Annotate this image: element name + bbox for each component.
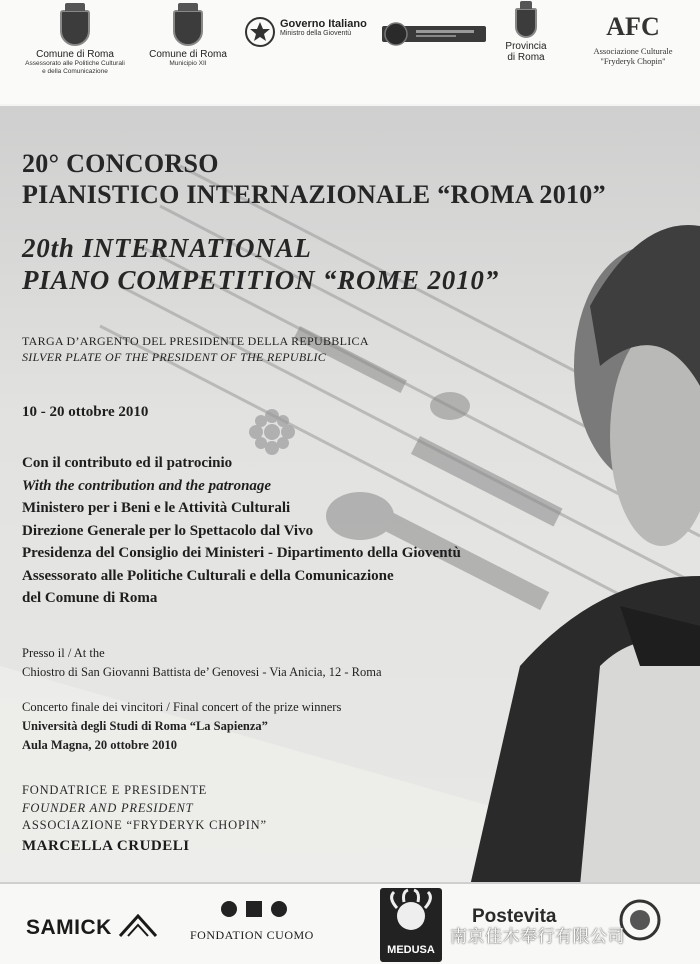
logo-caption: di Roma — [507, 52, 545, 63]
logo-caption: Governo Italiano — [280, 18, 367, 30]
patron-line: Direzione Generale per lo Spettacolo dal Vivo — [22, 522, 314, 539]
afc-logo — [576, 12, 690, 66]
title-line: 20° CONCORSO — [22, 149, 219, 178]
cuomo-emblem-icon — [218, 898, 290, 920]
italy-emblem-icon — [244, 16, 276, 48]
sponsor-footer — [0, 882, 700, 964]
venue-block — [22, 644, 382, 682]
samick-swoosh-icon — [118, 914, 158, 938]
founder-block — [22, 782, 267, 857]
ministry-banner-icon — [382, 20, 486, 48]
provincia-shield-icon — [515, 8, 537, 38]
provincia-logo — [492, 8, 560, 63]
founder-association: ASSOCIAZIONE “FRYDERYK CHOPIN” — [22, 818, 267, 832]
title-line: PIANO COMPETITION “ROME 2010” — [22, 265, 499, 295]
founder-title-it: FONDATRICE E PRESIDENTE — [22, 783, 208, 797]
logo-caption: Comune di Roma — [36, 49, 114, 60]
patronage-heading-en: With the contribution and the patronage — [22, 477, 272, 494]
medusa-wordmark: MEDUSA — [387, 944, 435, 956]
logo-subcaption: "Fryderyk Chopin" — [600, 56, 666, 66]
title-english — [22, 232, 662, 296]
final-concert-block — [22, 698, 341, 755]
competition-dates: 10 - 20 ottobre 2010 — [22, 404, 149, 420]
founder-title-en: FOUNDER AND PRESIDENT — [22, 800, 194, 815]
patron-line: del Comune di Roma — [22, 590, 158, 606]
logo-subcaption: e della Comunicazione — [42, 68, 108, 75]
title-italian — [22, 148, 662, 210]
patron-line: Presidenza del Consiglio dei Ministeri - Dipartimento della Gioventù — [22, 545, 461, 561]
fondation-cuomo-logo: FONDATION CUOMO — [190, 928, 314, 942]
logo-subcaption: Municipio XII — [169, 60, 207, 67]
final-concert-hall: Aula Magna, 20 ottobre 2010 — [22, 738, 177, 752]
medusa-head-icon — [380, 888, 442, 942]
sponsor-header — [0, 0, 700, 104]
venue-label: Presso il / At the — [22, 646, 105, 660]
title-line: 20th INTERNATIONAL — [22, 233, 312, 263]
patronage-block — [22, 452, 602, 610]
logo-subcaption: Assessorato alle Politiche Culturali — [25, 60, 125, 67]
governo-logo — [244, 16, 370, 48]
municipio-logo — [138, 10, 238, 68]
logo-subcaption: Ministro della Gioventù — [280, 30, 352, 37]
watermark-text: 南京佳木奉行有限公司 — [450, 927, 625, 947]
poster-body — [0, 106, 700, 882]
patron-line: Ministero per i Beni e le Attività Culturali — [22, 500, 291, 516]
dark-banner-logo — [382, 20, 486, 53]
founder-name: MARCELLA CRUDELI — [22, 837, 190, 854]
final-concert-label: Concerto finale dei vincitori / Final concert of the prize winners — [22, 700, 342, 714]
postevita-logo: Postevita — [472, 906, 557, 927]
samick-wordmark: SAMICK — [26, 916, 112, 939]
afc-mark: AFC — [606, 12, 660, 41]
plate-italian: TARGA D’ARGENTO DEL PRESIDENTE DELLA REPUBBLICA — [22, 334, 369, 348]
plate-english: SILVER PLATE OF THE PRESIDENT OF THE REPUBLIC — [22, 350, 327, 364]
roma-shield-icon — [60, 10, 90, 46]
venue-address: Chiostro di San Giovanni Battista de’ Genovesi - Via Anicia, 12 - Roma — [22, 665, 382, 679]
roma-shield-icon — [173, 10, 203, 46]
patron-line: Assessorato alle Politiche Culturali e della Comunicazione — [22, 567, 394, 584]
comune-roma-logo — [20, 10, 130, 76]
samick-logo — [26, 914, 158, 940]
title-line: PIANISTICO INTERNAZIONALE “ROMA 2010” — [22, 180, 606, 209]
final-concert-place: Università degli Studi di Roma “La Sapienza” — [22, 719, 268, 733]
logo-caption: Provincia — [505, 41, 547, 52]
logo-subcaption: Associazione Culturale — [593, 46, 673, 56]
logo-caption: Comune di Roma — [149, 49, 227, 60]
patronage-heading: Con il contributo ed il patrocinio — [22, 455, 233, 471]
cuomo-emblems — [218, 898, 290, 925]
